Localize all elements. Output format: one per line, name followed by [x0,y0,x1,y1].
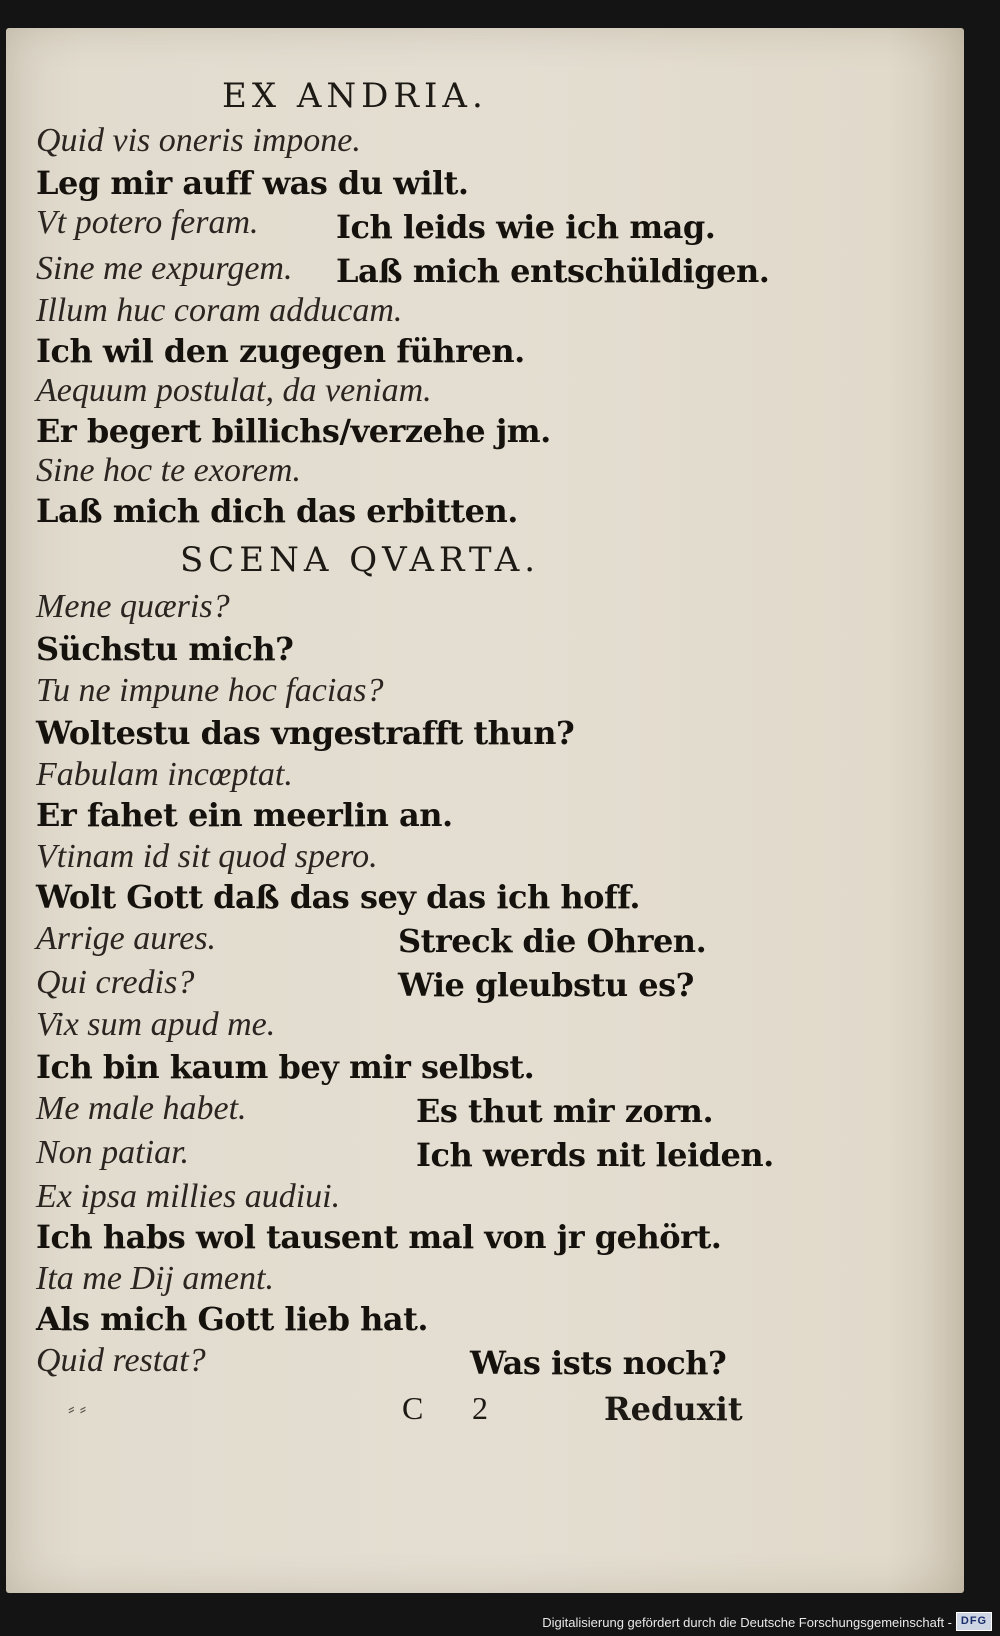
text-line: Quid restat? [36,1342,206,1379]
text-line: Woltestu das vngestrafft thun? [36,714,575,752]
text-line: Me male habet. [36,1090,247,1127]
text-line: Streck die Ohren. [398,922,707,960]
text-line: Ita me Dij ament. [36,1260,274,1297]
text-line: Non patiar. [36,1134,190,1171]
book-page [6,28,964,1593]
text-line: Vtinam id sit quod spero. [36,838,378,875]
catchword: Reduxit [604,1390,743,1428]
text-line: Quid vis oneris impone. [36,122,361,159]
text-line: Was ists noch? [470,1344,727,1382]
text-line: Vix sum apud me. [36,1006,276,1043]
text-line: Sine me expurgem. [36,250,293,287]
text-line: Er fahet ein meerlin an. [36,796,453,834]
text-line: Arrige aures. [36,920,217,957]
text-line: Qui credis? [36,964,195,1001]
digitization-credit: Digitalisierung gefördert durch die Deutsche Forschungsgemeinschaft - [542,1615,952,1630]
ink-marks: ⸗ ⸗ [68,1398,87,1420]
text-line: Ex ipsa millies audiui. [36,1178,341,1215]
text-line: Leg mir auff was du wilt. [36,164,469,202]
text-line: Er begert billichs/verzehe jm. [36,412,551,450]
dfg-logo-icon: DFG [956,1612,992,1631]
signature-number: 2 [472,1390,488,1426]
text-line: Ich habs wol tausent mal von jr gehört. [36,1218,722,1256]
text-line: Laß mich dich das erbitten. [36,492,518,530]
scene-heading: SCENA QVARTA. [180,540,541,580]
text-line: Ich bin kaum bey mir selbst. [36,1048,535,1086]
text-line: Wie gleubstu es? [398,966,694,1004]
text-line: Vt potero feram. [36,204,259,241]
text-line: Sine hoc te exorem. [36,452,301,489]
text-line: Ich wil den zugegen führen. [36,332,525,370]
text-line: Wolt Gott daß das sey das ich hoff. [36,878,641,916]
text-line: Süchstu mich? [36,630,294,668]
text-line: Mene quæris? [36,588,230,625]
text-line: Ich leids wie ich mag. [336,208,716,246]
text-line: Fabulam incœptat. [36,756,293,793]
text-line: Illum huc coram adducam. [36,292,403,329]
text-line: Es thut mir zorn. [416,1092,714,1130]
running-title: EX ANDRIA. [222,76,488,116]
text-line: Laß mich entschüldigen. [336,252,770,290]
text-line: Ich werds nit leiden. [416,1136,774,1174]
text-line: Als mich Gott lieb hat. [36,1300,429,1338]
text-line: Tu ne impune hoc facias? [36,672,384,709]
text-line: Aequum postulat, da veniam. [36,372,432,409]
signature-letter: C [402,1390,424,1426]
